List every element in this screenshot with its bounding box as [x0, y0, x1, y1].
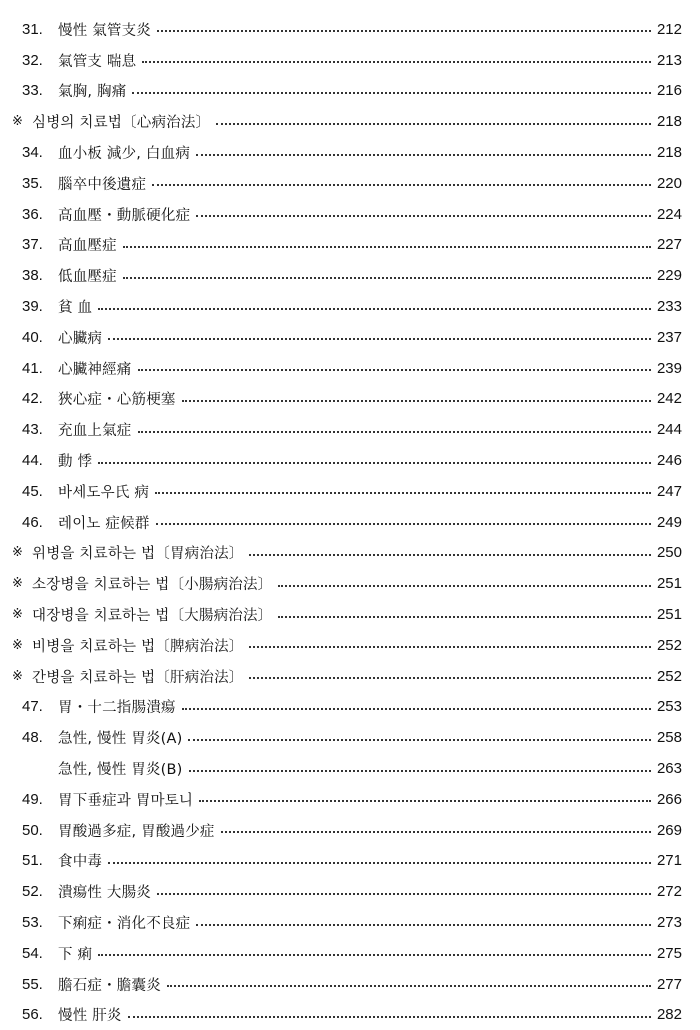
- toc-entry: [0, 445, 700, 476]
- entry-line: [58, 943, 682, 964]
- dot-leader: [196, 215, 651, 217]
- toc-entry: [0, 106, 700, 137]
- entry-line: [32, 666, 682, 687]
- toc-entry: [0, 76, 700, 107]
- entry-number: 53.: [22, 914, 56, 931]
- entry-title: 急性, 慢性 胃炎(A): [58, 727, 186, 748]
- page-number: 237: [654, 329, 682, 346]
- entry-line: [58, 481, 682, 502]
- entry-title: 레이노 症候群: [58, 512, 154, 533]
- page-number: 263: [654, 760, 682, 777]
- toc-entry: [0, 353, 700, 384]
- entry-number: 31.: [22, 21, 56, 38]
- page-number: 250: [654, 544, 682, 561]
- entry-line: [58, 450, 682, 471]
- toc-entry: [0, 846, 700, 877]
- entry-line: [58, 974, 682, 995]
- page-number: 224: [654, 206, 682, 223]
- entry-line: [58, 850, 682, 871]
- toc-entry: [0, 722, 700, 753]
- dot-leader: [123, 246, 651, 248]
- entry-number: 49.: [22, 791, 56, 808]
- entry-number: 40.: [22, 329, 56, 346]
- toc-entry: [0, 969, 700, 1000]
- entry-title: 狹心症・心筋梗塞: [58, 388, 180, 409]
- dot-leader: [138, 431, 652, 433]
- entry-line: [58, 19, 682, 40]
- toc-entry: [0, 384, 700, 415]
- entry-title: 下痢症・消化不良症: [58, 912, 194, 933]
- dot-leader: [278, 616, 651, 618]
- dot-leader: [182, 400, 651, 402]
- page-number: 251: [654, 575, 682, 592]
- toc-entry: [0, 784, 700, 815]
- entry-number: 35.: [22, 175, 56, 192]
- entry-line: [58, 727, 682, 748]
- dot-leader: [152, 184, 651, 186]
- entry-number: 41.: [22, 360, 56, 377]
- entry-title: 充血上氣症: [58, 419, 136, 440]
- toc-entry: [0, 137, 700, 168]
- entry-title: 心臟神經痛: [58, 358, 136, 379]
- page-number: 275: [654, 945, 682, 962]
- entry-line: [32, 111, 682, 132]
- entry-title: 腦卒中後遺症: [58, 173, 150, 194]
- entry-line: [58, 419, 682, 440]
- entry-line: [58, 204, 682, 225]
- toc-entry: [0, 753, 700, 784]
- entry-title: 貧 血: [58, 296, 96, 317]
- entry-line: [58, 80, 682, 101]
- dot-leader: [155, 492, 651, 494]
- toc-entry: [0, 692, 700, 723]
- toc-entry: [0, 168, 700, 199]
- page-number: 218: [654, 144, 682, 161]
- dot-leader: [278, 585, 651, 587]
- entry-line: [58, 512, 682, 533]
- entry-title: 胃・十二指腸潰瘍: [58, 696, 180, 717]
- dot-leader: [199, 800, 651, 802]
- entry-line: [58, 296, 682, 317]
- entry-title: 下 痢: [58, 943, 96, 964]
- dot-leader: [189, 770, 652, 772]
- page-number: 212: [654, 21, 682, 38]
- entry-number: 34.: [22, 144, 56, 161]
- entry-title: 胃酸過多症, 胃酸過少症: [58, 820, 219, 841]
- entry-title: 急性, 慢性 胃炎(B): [58, 758, 187, 779]
- toc-entry: [0, 45, 700, 76]
- entry-number: 42.: [22, 390, 56, 407]
- toc-entry: [0, 322, 700, 353]
- toc-entry: [0, 815, 700, 846]
- page-number: 277: [654, 976, 682, 993]
- toc-entry: [0, 291, 700, 322]
- toc-entry: [0, 260, 700, 291]
- dot-leader: [249, 677, 651, 679]
- entry-number: 48.: [22, 729, 56, 746]
- entry-number: 55.: [22, 976, 56, 993]
- dot-leader: [132, 92, 651, 94]
- toc-entry: [0, 661, 700, 692]
- reference-mark: ※: [12, 576, 28, 591]
- entry-title: 高血壓・動脈硬化症: [58, 204, 194, 225]
- entry-line: [58, 696, 682, 717]
- entry-title: 低血壓症: [58, 265, 121, 286]
- toc-entry: [0, 199, 700, 230]
- page-number: 246: [654, 452, 682, 469]
- entry-title: 慢性 肝炎: [58, 1004, 126, 1025]
- page-number: 252: [654, 668, 682, 685]
- toc-entry: [0, 507, 700, 538]
- dot-leader: [157, 30, 651, 32]
- entry-number: 51.: [22, 852, 56, 869]
- entry-title: 心臟病: [58, 327, 106, 348]
- entry-line: [58, 50, 682, 71]
- toc-entry: [0, 414, 700, 445]
- dot-leader: [98, 462, 651, 464]
- entry-number: 52.: [22, 883, 56, 900]
- entry-line: [58, 327, 682, 348]
- entry-number: 37.: [22, 236, 56, 253]
- dot-leader: [108, 338, 651, 340]
- dot-leader: [188, 739, 651, 741]
- page-number: 216: [654, 82, 682, 99]
- entry-number: 43.: [22, 421, 56, 438]
- dot-leader: [167, 985, 651, 987]
- entry-line: [58, 142, 682, 163]
- entry-number: 56.: [22, 1006, 56, 1023]
- entry-number: 36.: [22, 206, 56, 223]
- entry-line: [32, 604, 682, 625]
- entry-line: [58, 388, 682, 409]
- entry-title: 비병을 치료하는 법〔脾病治法〕: [32, 635, 247, 656]
- toc-entry: [0, 907, 700, 938]
- page-number: 266: [654, 791, 682, 808]
- toc-entry: [0, 476, 700, 507]
- entry-title: 소장병을 치료하는 법〔小腸病治法〕: [32, 573, 276, 594]
- page-number: 258: [654, 729, 682, 746]
- page-number: 272: [654, 883, 682, 900]
- entry-number: 33.: [22, 82, 56, 99]
- toc-entry: [0, 630, 700, 661]
- entry-line: [32, 573, 682, 594]
- entry-line: [58, 820, 682, 841]
- toc-entry: [0, 568, 700, 599]
- dot-leader: [98, 308, 651, 310]
- dot-leader: [196, 924, 651, 926]
- entry-line: [58, 758, 682, 779]
- page-number: 251: [654, 606, 682, 623]
- dot-leader: [196, 154, 651, 156]
- entry-line: [58, 234, 682, 255]
- entry-number: 44.: [22, 452, 56, 469]
- dot-leader: [157, 893, 651, 895]
- page-number: 229: [654, 267, 682, 284]
- page-number: 227: [654, 236, 682, 253]
- page-number: 273: [654, 914, 682, 931]
- dot-leader: [249, 554, 651, 556]
- entry-title: 위병을 치료하는 법〔胃病治法〕: [32, 542, 247, 563]
- page-number: 269: [654, 822, 682, 839]
- entry-number: 38.: [22, 267, 56, 284]
- page-number: 242: [654, 390, 682, 407]
- entry-line: [58, 881, 682, 902]
- page-number: 252: [654, 637, 682, 654]
- entry-line: [58, 1004, 682, 1025]
- page-number: 218: [654, 113, 682, 130]
- page-number: 239: [654, 360, 682, 377]
- entry-number: 54.: [22, 945, 56, 962]
- dot-leader: [108, 862, 651, 864]
- dot-leader: [142, 61, 651, 63]
- entry-number: 45.: [22, 483, 56, 500]
- entry-title: 慢性 氣管支炎: [58, 19, 155, 40]
- entry-line: [58, 265, 682, 286]
- dot-leader: [249, 646, 651, 648]
- entry-title: 바세도우氏 病: [58, 481, 153, 502]
- entry-line: [32, 635, 682, 656]
- reference-mark: ※: [12, 669, 28, 684]
- entry-title: 高血壓症: [58, 234, 121, 255]
- entry-line: [58, 358, 682, 379]
- entry-title: 대장병을 치료하는 법〔大腸病治法〕: [32, 604, 276, 625]
- entry-title: 氣管支 喘息: [58, 50, 140, 71]
- dot-leader: [156, 523, 651, 525]
- page-number: 233: [654, 298, 682, 315]
- reference-mark: ※: [12, 545, 28, 560]
- page-number: 253: [654, 698, 682, 715]
- entry-line: [58, 173, 682, 194]
- entry-title: 간병을 치료하는 법〔肝病治法〕: [32, 666, 247, 687]
- entry-title: 食中毒: [58, 850, 106, 871]
- entry-line: [32, 542, 682, 563]
- dot-leader: [123, 277, 651, 279]
- dot-leader: [128, 1016, 651, 1018]
- entry-title: 氣胸, 胸痛: [58, 80, 130, 101]
- reference-mark: ※: [12, 607, 28, 622]
- page-number: 271: [654, 852, 682, 869]
- dot-leader: [182, 708, 651, 710]
- page-number: 220: [654, 175, 682, 192]
- page-number: 249: [654, 514, 682, 531]
- dot-leader: [138, 369, 652, 371]
- entry-title: 胃下垂症과 胃마토니: [58, 789, 197, 810]
- page-number: 247: [654, 483, 682, 500]
- entry-line: [58, 912, 682, 933]
- toc-entry: [0, 230, 700, 261]
- entry-line: [58, 789, 682, 810]
- dot-leader: [216, 123, 651, 125]
- entry-number: 47.: [22, 698, 56, 715]
- reference-mark: ※: [12, 114, 28, 129]
- dot-leader: [221, 831, 651, 833]
- page-number: 213: [654, 52, 682, 69]
- entry-number: 39.: [22, 298, 56, 315]
- entry-number: 50.: [22, 822, 56, 839]
- entry-number: 46.: [22, 514, 56, 531]
- toc-entry: [0, 1000, 700, 1030]
- entry-title: 動 悸: [58, 450, 96, 471]
- entry-title: 심병의 치료법〔心病治法〕: [32, 111, 214, 132]
- entry-title: 潰瘍性 大腸炎: [58, 881, 155, 902]
- entry-number: 32.: [22, 52, 56, 69]
- page-number: 282: [654, 1006, 682, 1023]
- page-number: 244: [654, 421, 682, 438]
- toc-entry: [0, 538, 700, 569]
- table-of-contents: [0, 14, 700, 1030]
- dot-leader: [98, 954, 651, 956]
- toc-entry: [0, 14, 700, 45]
- toc-entry: [0, 599, 700, 630]
- toc-entry: [0, 938, 700, 969]
- entry-title: 膽石症・膽囊炎: [58, 974, 165, 995]
- toc-entry: [0, 876, 700, 907]
- reference-mark: ※: [12, 638, 28, 653]
- entry-title: 血小板 減少, 白血病: [58, 142, 194, 163]
